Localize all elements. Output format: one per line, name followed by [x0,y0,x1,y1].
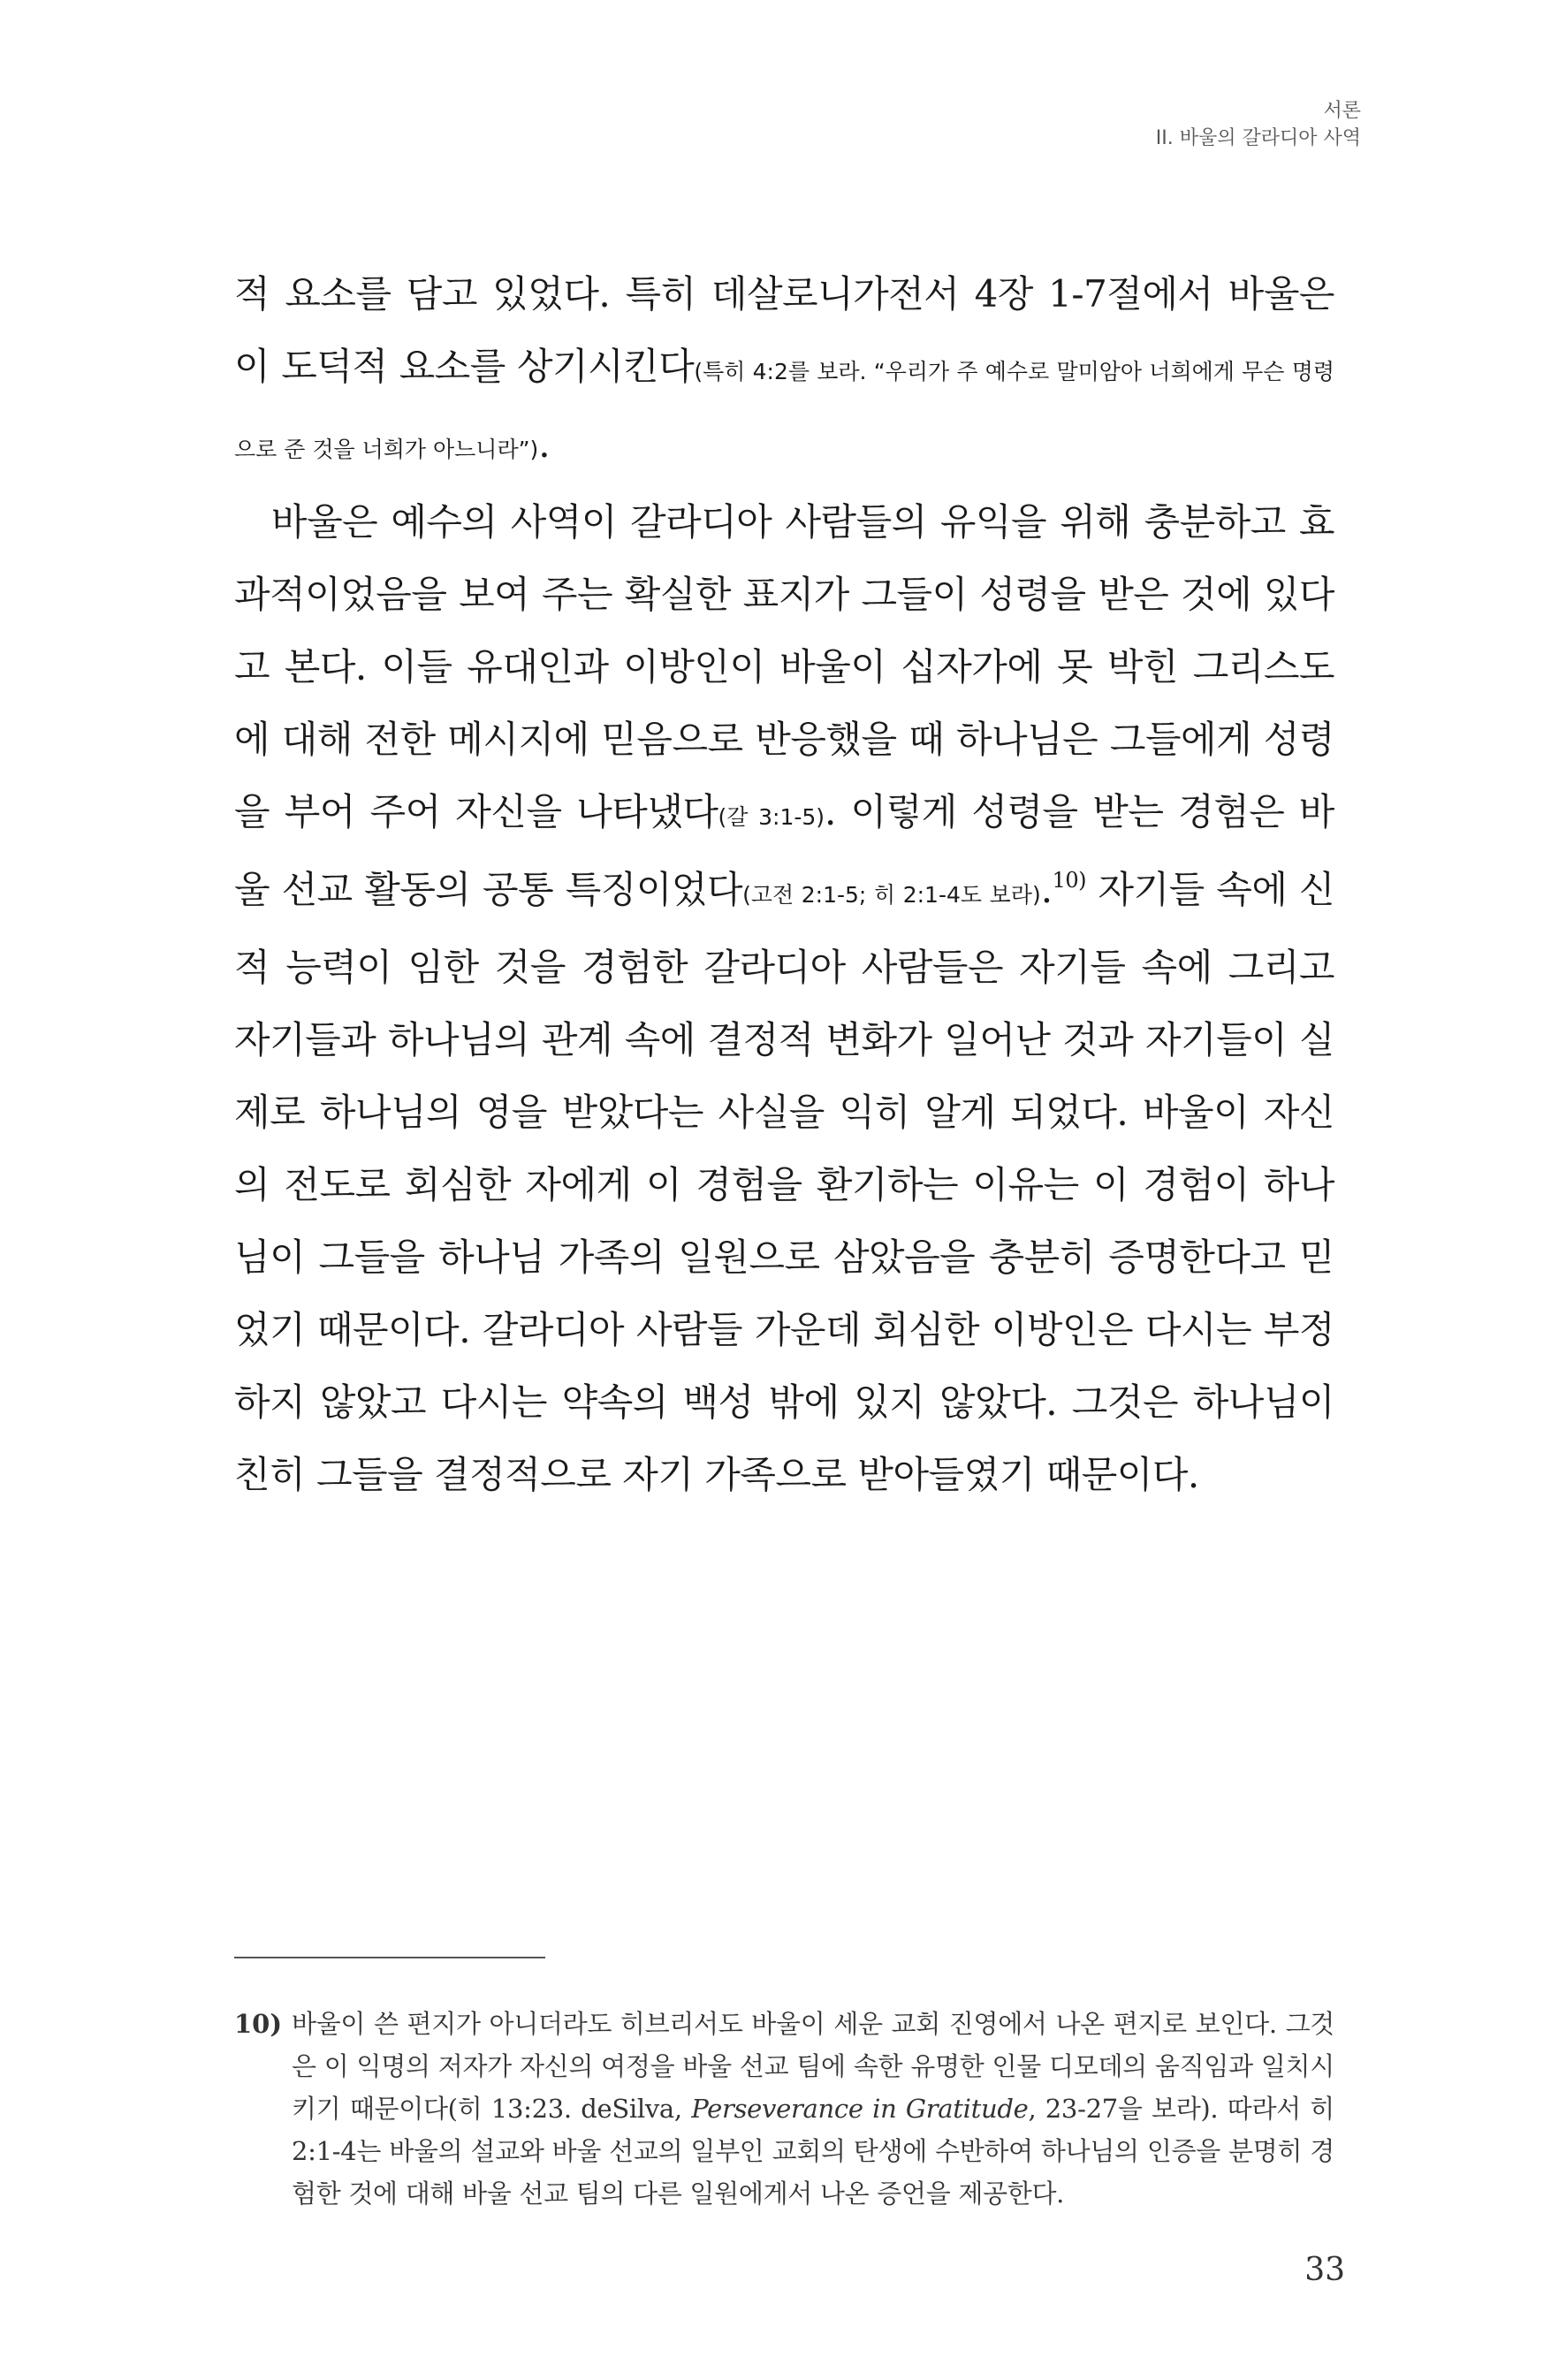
footnote-divider [234,1957,545,1958]
running-header [1156,97,1361,152]
paragraph-text: 적 요소를 담고 있었다. 특히 데살로니가전서 4장 1-7절에서 바울은 이 도덕적 요소를 상기시킨다 [234,272,1334,388]
paragraph-text: . 이렇게 성령을 받는 경험은 바울 선교 활동의 공통 특징이었다 [234,790,1335,911]
paragraph-text: . [1040,868,1053,911]
paragraph-main [234,486,1334,1511]
page-number: 33 [1304,2252,1345,2288]
paragraph-text: . [538,422,551,466]
footnote-text-part: , 23-27을 보라). 따라서 히 2:1-4는 바울의 설교와 바울 선교의 일부인 교회의 탄생에 수반하여 하나님의 인증을 분명히 경험한 것에 대해 바울 선교 팀의 다른 일원에게서 나온 증언을 제공한다. [292,2094,1334,2209]
paragraph-continued [234,258,1334,486]
inline-scripture-note: (특히 4:2를 보라. “우리가 주 예수로 말미암아 너희에게 무슨 명령으로 준 것을 너희가 아느니라”) [234,359,1334,462]
inline-reference: (고전 2:1-5; 히 2:1-4도 보라) [742,882,1041,908]
paragraph-text: 자기들 속에 신적 능력이 임한 것을 경험한 갈라디아 사람들은 자기들 속에 그리고 자기들과 하나님의 관계 속에 결정적 변화가 일어난 것과 자기들이 실제로 하나님의 영을 받았다는 사실을 익히 알게 되었다. 바울이 자신의 전도로 회심한 자에게 이 경험을 환기하는 이유는 이 경험이 하나님이 그들을 하나님 가족의 일원으로 삼았음을 충분히 증명한다고 믿었기 때문이다. 갈라디아 사람들 가운데 회심한 이방인은 다시는 부정하지 않았고 다시는 약속의 백성 밖에 있지 않았다. 그것은 하나님이 친히 그들을 결정적으로 자기 가족으로 받아들였기 때문이다. [234,868,1335,1496]
running-header-subsection: II. 바울의 갈라디아 사역 [1155,127,1361,149]
footnote [234,2003,1334,2215]
running-header-section: 서론 [1323,100,1361,122]
footnote-text [292,2003,1334,2215]
footnote-number: 10) [234,2009,283,2039]
footnote-text-part: 바울이 쓴 편지가 아니더라도 히브리서도 바울이 세운 교회 진영에서 나온 편지로 보인다. 그것은 이 익명의 저자가 자신의 여정을 바울 선교 팀에 속한 유명한 인물 디모데의 움직임과 일치시키기 때문이다(히 13:23. deSilva, [292,2009,1334,2124]
paragraph-text: 바울은 예수의 사역이 갈라디아 사람들의 유익을 위해 충분하고 효과적이었음을 보여 주는 확실한 표지가 그들이 성령을 받은 것에 있다고 본다. 이들 유대인과 이방인이 바울이 십자가에 못 박힌 그리스도에 대해 전한 메시지에 믿음으로 반응했을 때 하나님은 그들에게 성령을 부어 주어 자신을 나타냈다 [234,500,1334,833]
footnote-reference[interactable]: 10) [1052,868,1086,893]
body-text [234,258,1334,1511]
inline-reference: (갈 3:1-5) [718,804,825,830]
book-title: Perseverance in Gratitude [691,2094,1029,2124]
